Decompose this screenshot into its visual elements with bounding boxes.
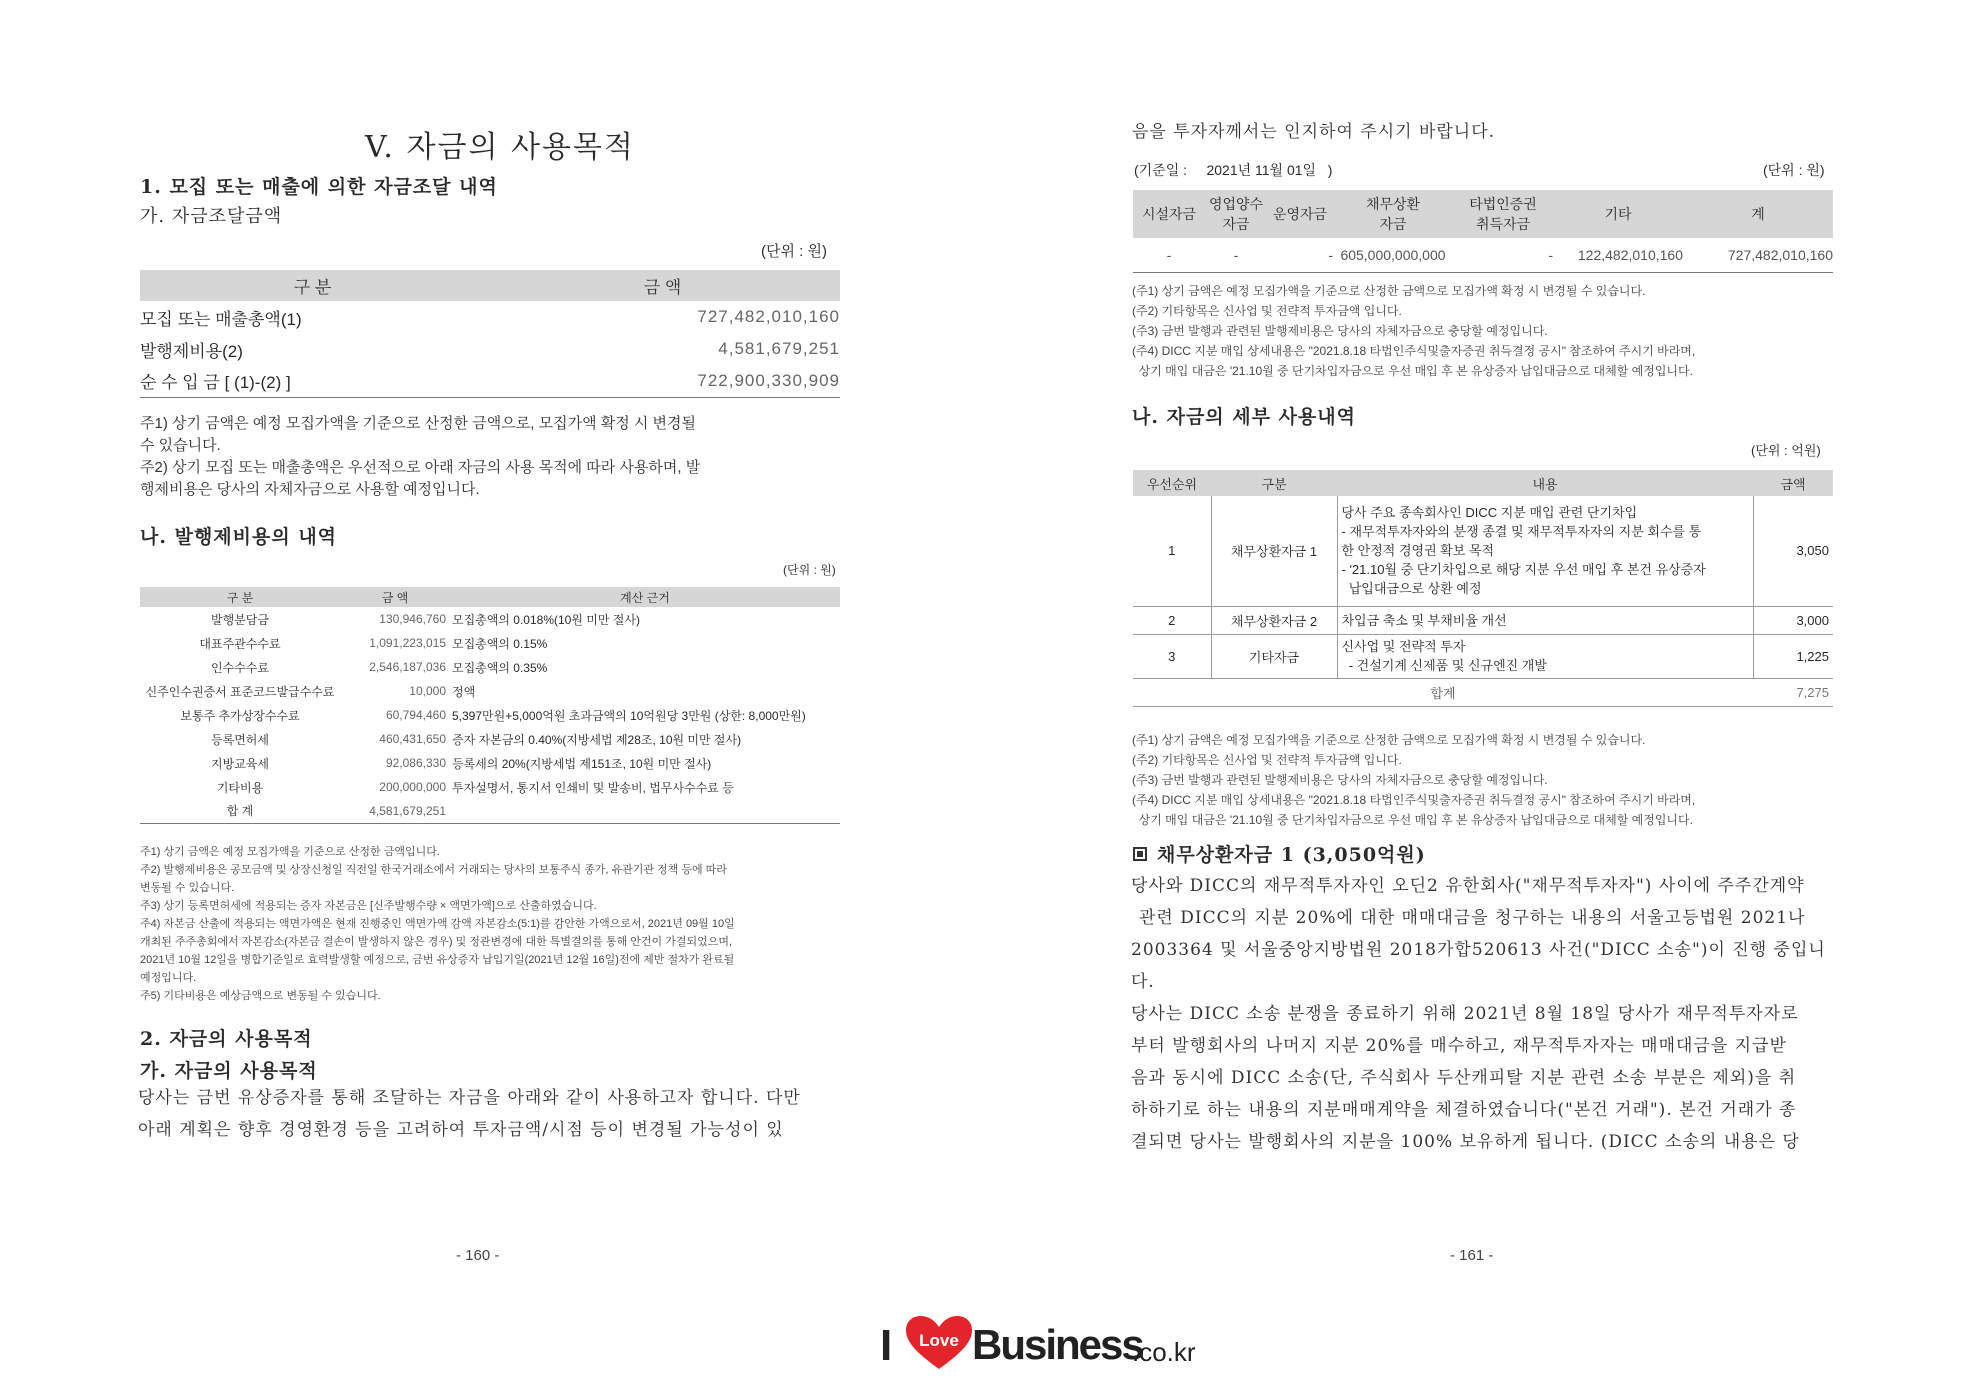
body-paragraph bbox=[1131, 870, 1851, 1158]
table-row bbox=[1133, 238, 1833, 272]
subsection-usage-purpose: 가. 자금의 사용목적 bbox=[140, 1060, 318, 1082]
note-line: (주3) 금번 발행과 관련된 발행제비용은 당사의 자체자금으로 충당할 예정입니다. bbox=[1132, 324, 1548, 338]
table-cell: 1,091,223,015 bbox=[369, 636, 446, 650]
table-cell: 인수수수료 bbox=[211, 660, 269, 675]
page-number: - 161 - bbox=[1450, 1247, 1494, 1264]
table-header: 우선순위 bbox=[1133, 470, 1211, 496]
content-line: - '21.10월 중 단기차입으로 해당 지분 우선 매입 후 본건 유상증자 bbox=[1341, 562, 1706, 578]
reference-date: (기준일 : 2021년 11월 01일 ) bbox=[1134, 162, 1333, 178]
table-cell: 727,482,010,160 bbox=[697, 307, 840, 326]
body-line: 관련 DICC의 지분 20%에 대한 매매대금을 청구하는 내용의 서울고등법원 2021나 bbox=[1139, 908, 1806, 928]
notes-funding bbox=[140, 413, 840, 501]
table-cell: 모집 또는 매출총액(1) bbox=[140, 309, 302, 329]
table-row bbox=[1133, 606, 1833, 634]
table-row bbox=[140, 655, 840, 679]
section2-heading: 2. 자금의 사용목적 bbox=[140, 1028, 313, 1050]
table-cell: 460,431,650 bbox=[379, 732, 446, 746]
table-header: 타법인증권 취득자금 bbox=[1453, 190, 1553, 238]
table-cell: 모집총액의 0.35% bbox=[452, 660, 548, 675]
left-page bbox=[0, 0, 990, 1290]
note-line: (주1) 상기 금액은 예정 모집가액을 기준으로 산정한 금액으로 모집가액 확정 시 변경될 수 있습니다. bbox=[1132, 733, 1646, 747]
table-header: 내용 bbox=[1337, 470, 1753, 496]
unit-label: (단위 : 원) bbox=[1763, 162, 1825, 178]
body-line: 아래 계획은 향후 경영환경 등을 고려하여 투자금액/시점 등이 변경될 가능성이 있 bbox=[138, 1120, 784, 1140]
table-header: 운영자금 bbox=[1267, 190, 1333, 238]
table-header: 구분 bbox=[1211, 470, 1337, 496]
table-cell bbox=[1337, 496, 1753, 606]
table-cell: 모집총액의 0.15% bbox=[452, 636, 548, 651]
table-cell: 신주인수권증서 표준코드발급수수료 bbox=[145, 684, 335, 699]
subsection-funding-amount: 가. 자금조달금액 bbox=[140, 206, 283, 227]
page-number: - 160 - bbox=[456, 1247, 500, 1264]
note-line: (주1) 상기 금액은 예정 모집가액을 기준으로 산정한 금액으로 모집가액 확정 시 변경될 수 있습니다. bbox=[1132, 284, 1646, 298]
body-line: 결되면 당사는 발행회사의 지분을 100% 보유하게 됩니다. (DICC 소송의 내용은 당 bbox=[1131, 1132, 1800, 1152]
table-row bbox=[140, 799, 840, 823]
notes-issuance bbox=[140, 843, 860, 1005]
detailed-usage-table bbox=[1133, 470, 1833, 707]
table-cell: - bbox=[1267, 238, 1333, 272]
table-row bbox=[140, 727, 840, 751]
table-header: 시설자금 bbox=[1133, 190, 1205, 238]
table-header: 채무상환 자금 bbox=[1333, 190, 1453, 238]
table-row bbox=[140, 365, 840, 397]
note-line: (주3) 금번 발행과 관련된 발행제비용은 당사의 자체자금으로 충당할 예정입니다. bbox=[1132, 773, 1548, 787]
body-line: 당사는 금번 유상증자를 통해 조달하는 자금을 아래와 같이 사용하고자 합니다. 다만 bbox=[138, 1088, 801, 1108]
table-cell: 2 bbox=[1133, 606, 1211, 634]
table-cell: 기타비용 bbox=[216, 780, 264, 795]
table-cell: 지방교육세 bbox=[211, 756, 269, 771]
table-cell bbox=[1337, 634, 1753, 678]
unit-label: (단위 : 원) bbox=[761, 243, 827, 260]
note-line: (주2) 기타항목은 신사업 및 전략적 투자금액 입니다. bbox=[1132, 304, 1402, 318]
table-row bbox=[1133, 634, 1833, 678]
table-cell: 2,546,187,036 bbox=[369, 660, 446, 674]
section1-heading: 1. 모집 또는 매출에 의한 자금조달 내역 bbox=[140, 176, 498, 198]
table-cell: 3 bbox=[1133, 634, 1211, 678]
table-cell: 1 bbox=[1133, 496, 1211, 606]
note-line: (주4) DICC 지분 매입 상세내용은 "2021.8.18 타법인주식및출자증권 취득결정 공시" 참조하여 주시기 바라며, bbox=[1132, 793, 1696, 807]
table-cell: 4,581,679,251 bbox=[718, 339, 840, 358]
total-amount: 7,275 bbox=[1753, 678, 1833, 706]
note-line: 예정입니다. bbox=[140, 972, 197, 984]
unit-label: (단위 : 억원) bbox=[1751, 443, 1821, 458]
note-line: 상기 매입 대금은 '21.10월 중 단기차입자금으로 우선 매입 후 본 유상증자 납입대금으로 대체할 예정입니다. bbox=[1132, 813, 1693, 827]
table-cell bbox=[450, 799, 840, 823]
note-line: 주1) 상기 금액은 예정 모집가액을 기준으로 산정한 금액입니다. bbox=[140, 846, 440, 858]
table-cell: 5,397만원+5,000억원 초과금액의 10억원당 3만원 (상한: 8,000만원) bbox=[452, 708, 806, 723]
table-cell: 등록면허세 bbox=[211, 732, 269, 747]
note-line: 주2) 상기 모집 또는 매출총액은 우선적으로 아래 자금의 사용 목적에 따라 사용하며, 발 bbox=[140, 459, 701, 476]
subsection-issuance-costs: 나. 발행제비용의 내역 bbox=[140, 526, 338, 548]
body-paragraph bbox=[138, 1082, 858, 1146]
table-header: 계 bbox=[1683, 190, 1833, 238]
table-cell: 200,000,000 bbox=[379, 780, 446, 794]
note-line: 주5) 기타비용은 예상금액으로 변동될 수 있습니다. bbox=[140, 990, 381, 1002]
notes-detailed bbox=[1132, 730, 1852, 830]
table-cell: 60,794,460 bbox=[385, 708, 446, 722]
table-cell: 순 수 입 금 [ (1)-(2) ] bbox=[140, 365, 485, 397]
note-line: 변동될 수 있습니다. bbox=[140, 882, 235, 894]
table-header: 기타 bbox=[1553, 190, 1683, 238]
content-line: 한 안정적 경영권 확보 목적 bbox=[1341, 543, 1495, 559]
note-line: 2021년 10월 12일을 병합기준일로 효력발생할 예정으로, 금번 유상증자 납입기일(2021년 12월 16일)전에 제반 절차가 완료될 bbox=[140, 954, 735, 966]
table-cell: 채무상환자금 2 bbox=[1211, 606, 1337, 634]
note-line: 주3) 상기 등록면허세에 적용되는 증자 자본금은 [신주발행수량 × 액면가액]으로 산출하였습니다. bbox=[140, 900, 597, 912]
heart-icon bbox=[904, 1315, 974, 1371]
note-line: 주2) 발행제비용은 공모금액 및 상장신청일 직전일 한국거래소에서 거래되는 당사의 보통주식 종가, 유관기관 정책 등에 따라 bbox=[140, 864, 727, 876]
debt-heading-text: 채무상환자금 1 (3,050억원) bbox=[1157, 844, 1426, 866]
table-cell: 채무상환자금 1 bbox=[1211, 496, 1337, 606]
note-line: 상기 매입 대금은 '21.10월 중 단기차입자금으로 우선 매입 후 본 유상증자 납입대금으로 대체할 예정입니다. bbox=[1132, 364, 1693, 378]
chapter-title: V. 자금의 사용목적 bbox=[365, 130, 635, 165]
table-row bbox=[140, 679, 840, 703]
table-header: 영업양수 자금 bbox=[1205, 190, 1267, 238]
content-line: - 재무적투자자와의 분쟁 종결 및 재무적투자자의 지분 회수를 통 bbox=[1341, 524, 1702, 540]
table-cell: 증자 자본금의 0.40%(지방세법 제28조, 10원 미만 절사) bbox=[452, 732, 742, 747]
table-row bbox=[140, 607, 840, 631]
unit-label: (단위 : 원) bbox=[783, 563, 836, 577]
table-cell: 기타자금 bbox=[1211, 634, 1337, 678]
note-line: 수 있습니다. bbox=[140, 437, 221, 454]
table-cell: 보통주 추가상장수수료 bbox=[180, 708, 300, 723]
content-line: 납입대금으로 상환 예정 bbox=[1341, 581, 1482, 597]
table-cell: 727,482,010,160 bbox=[1683, 238, 1833, 272]
ilovebusiness-logo bbox=[880, 1315, 1200, 1375]
table-cell: 130,946,760 bbox=[379, 612, 446, 626]
table-row bbox=[140, 751, 840, 775]
table-cell bbox=[1337, 606, 1753, 634]
table-cell: 122,482,010,160 bbox=[1553, 238, 1683, 272]
table-cell: 합 계 bbox=[140, 799, 340, 823]
body-line: 2003364 및 서울중앙지방법원 2018가합520613 사건("DICC 소송")이 진행 중입니 bbox=[1131, 940, 1826, 960]
debt-repayment-heading bbox=[1133, 840, 1426, 867]
table-cell: 등록세의 20%(지방세법 제151조, 10원 미만 절사) bbox=[452, 756, 712, 771]
logo-domain: .co.kr bbox=[1132, 1337, 1196, 1367]
continued-line: 음을 투자자께서는 인지하여 주시기 바랍니다. bbox=[1132, 122, 1496, 142]
table-cell: 3,000 bbox=[1753, 606, 1833, 634]
table-header: 금 액 bbox=[485, 270, 840, 301]
table-cell: 투자설명서, 통지서 인쇄비 및 발송비, 법무사수수료 등 bbox=[452, 780, 734, 795]
table-row bbox=[1133, 496, 1833, 606]
logo-love-text: Love bbox=[919, 1331, 959, 1350]
note-line: 주4) 자본금 산출에 적용되는 액면가액은 현재 진행중인 액면가액 감액 자본감소(5:1)를 감안한 가액으로서, 2021년 09월 10일 bbox=[140, 918, 735, 930]
content-line: - 건설기계 신제품 및 신규엔진 개발 bbox=[1341, 658, 1547, 673]
funding-table bbox=[140, 270, 840, 398]
note-line: 행제비용은 당사의 자체자금으로 사용할 예정입니다. bbox=[140, 481, 480, 498]
body-line: 당사는 DICC 소송 분쟁을 종료하기 위해 2021년 8월 18일 당사가 재무적투자자로 bbox=[1131, 1004, 1799, 1024]
table-header: 구 분 bbox=[140, 587, 340, 607]
table-cell: - bbox=[1133, 238, 1205, 272]
table-cell: - bbox=[1453, 238, 1553, 272]
table-cell: 3,050 bbox=[1753, 496, 1833, 606]
table-cell: 1,225 bbox=[1753, 634, 1833, 678]
content-line: 당사 주요 종속회사인 DICC 지분 매입 관련 단기차입 bbox=[1341, 505, 1638, 521]
table-cell: 10,000 bbox=[409, 684, 446, 698]
notes-summary bbox=[1132, 281, 1852, 381]
table-header: 금 액 bbox=[340, 587, 450, 607]
table-cell: 정액 bbox=[452, 684, 476, 699]
table-cell: - bbox=[1205, 238, 1267, 272]
table-header: 금액 bbox=[1753, 470, 1833, 496]
issuance-cost-table bbox=[140, 587, 840, 824]
table-cell: 92,086,330 bbox=[385, 756, 446, 770]
table-row bbox=[140, 301, 840, 333]
table-row bbox=[140, 775, 840, 799]
note-line: (주2) 기타항목은 신사업 및 전략적 투자금액 입니다. bbox=[1132, 753, 1402, 767]
body-line: 당사와 DICC의 재무적투자자인 오딘2 유한회사("재무적투자자") 사이에 주주간계약 bbox=[1131, 876, 1805, 896]
table-header: 계산 근거 bbox=[450, 587, 840, 607]
table-cell: 발행제비용(2) bbox=[140, 341, 243, 361]
body-line: 하하기로 하는 내용의 지분매매계약을 체결하였습니다("본건 거래"). 본건 거래가 종 bbox=[1131, 1100, 1797, 1120]
body-line: 음과 동시에 DICC 소송(단, 주식회사 두산캐피탈 지분 관련 소송 부분은 제외)을 취 bbox=[1131, 1068, 1797, 1088]
table-row bbox=[140, 703, 840, 727]
body-line: 다. bbox=[1131, 972, 1155, 992]
table-row bbox=[1133, 678, 1833, 706]
total-label: 합계 bbox=[1133, 678, 1753, 706]
content-line: 차입금 축소 및 부채비율 개선 bbox=[1341, 612, 1507, 628]
square-bullet-icon bbox=[1133, 847, 1147, 861]
content-line: 신사업 및 전략적 투자 bbox=[1341, 639, 1466, 654]
table-cell: 모집총액의 0.018%(10원 미만 절사) bbox=[452, 612, 640, 627]
table-cell: 722,900,330,909 bbox=[485, 365, 840, 397]
body-line: 부터 발행회사의 나머지 지분 20%를 매수하고, 재무적투자자는 매매대금을 지급받 bbox=[1131, 1036, 1787, 1056]
note-line: 개최된 주주총회에서 자본감소(자본금 결손이 발생하지 않은 경우) 및 정관변경에 대한 특별결의를 통해 안건이 가결되었으며, bbox=[140, 936, 733, 948]
table-cell: 605,000,000,000 bbox=[1333, 238, 1453, 272]
usage-summary-table bbox=[1133, 190, 1833, 273]
logo-i: I bbox=[880, 1321, 893, 1370]
note-line: 주1) 상기 금액은 예정 모집가액을 기준으로 산정한 금액으로, 모집가액 확정 시 변경될 bbox=[140, 415, 697, 432]
table-row bbox=[140, 631, 840, 655]
subsection-detailed-usage: 나. 자금의 세부 사용내역 bbox=[1132, 406, 1356, 428]
table-cell: 대표주관수수료 bbox=[199, 636, 281, 651]
table-cell: 4,581,679,251 bbox=[340, 799, 450, 823]
table-header: 구 분 bbox=[140, 270, 485, 301]
logo-business: Business bbox=[972, 1321, 1143, 1368]
table-cell: 발행분담금 bbox=[211, 612, 269, 627]
note-line: (주4) DICC 지분 매입 상세내용은 "2021.8.18 타법인주식및출자증권 취득결정 공시" 참조하여 주시기 바라며, bbox=[1132, 344, 1696, 358]
table-row bbox=[140, 333, 840, 365]
